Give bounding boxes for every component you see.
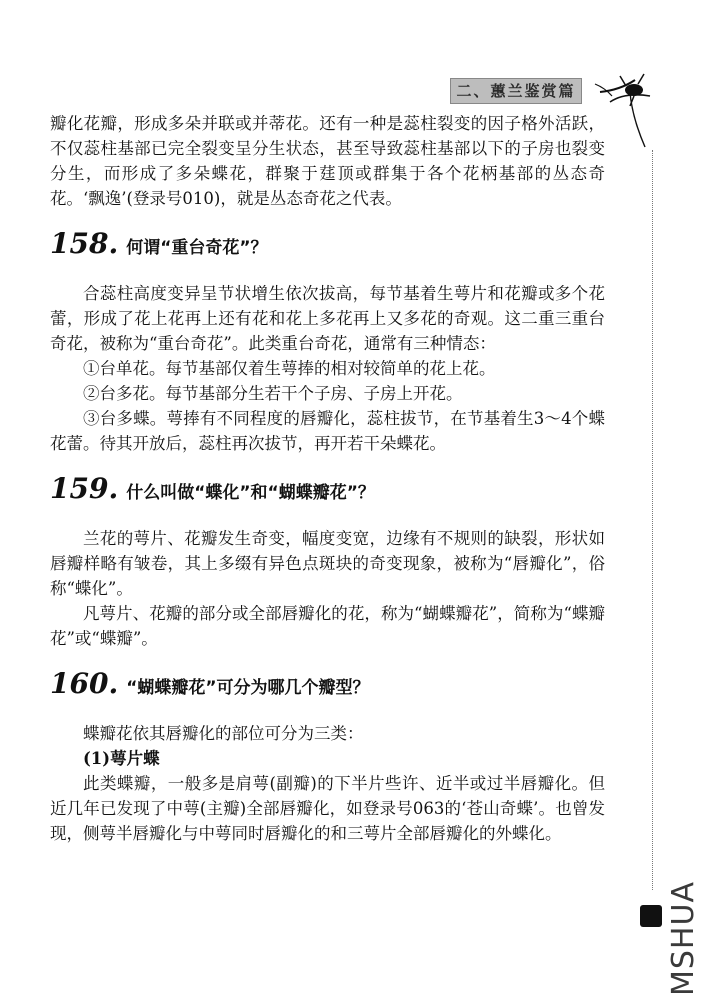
paragraph: 瓣化花瓣，形成多朵并联或并蒂花。还有一种是蕊柱裂变的因子格外活跃，不仅蕊柱基部已完全裂变呈分生状态，甚至导致蕊柱基部以下的子房也裂变分生，而形成了多朵蝶花，群聚于莛顶或群集于各个花柄基部的丛态奇花。‘飘逸’(登录号010)，就是丛态奇花之代表。	[50, 114, 605, 208]
paragraph: 兰花的萼片、花瓣发生奇变，幅度变宽，边缘有不规则的缺裂，形状如唇瓣样略有皱卷，其上多缀有异色点斑块的奇变现象，被称为“唇瓣化”，俗称“蝶化”。	[50, 529, 605, 598]
paragraph: ①台单花。每节基部仅着生萼捧的相对较简单的花上花。	[83, 359, 496, 378]
running-header: 二、蕙兰鉴赏篇	[450, 78, 582, 104]
question-title: “蝴蝶瓣花”可分为哪几个瓣型？	[126, 678, 370, 698]
question-heading-158	[50, 229, 605, 263]
paragraph: 合蕊柱高度变异呈节状增生依次拔高，每节基着生萼片和花瓣或多个花蕾，形成了花上花再上还有花和花上多花再上又多花的奇观。这二重三重台奇花，被称为“重台奇花”。此类重台奇花，通常有三种情态：	[50, 284, 605, 353]
paragraph: 此类蝶瓣，一般多是肩萼(副瓣)的下半片些许、近半或过半唇瓣化。但近几年已发现了中萼(主瓣)全部唇瓣化，如登录号063的‘苍山奇蝶’。也曾发现，侧萼半唇瓣化与中萼同时唇瓣化的和三萼片全部唇瓣化的外蝶化。	[50, 774, 605, 843]
watermark: MSHUA	[666, 881, 701, 997]
side-tab-marker	[640, 905, 662, 927]
question-number: 158.	[50, 227, 119, 260]
question-number: 160.	[50, 667, 119, 700]
paragraph: ③台多蝶。萼捧有不同程度的唇瓣化，蕊柱拔节，在节基着生3～4个蝶花蕾。待其开放后，蕊柱再次拔节，再开若干朵蝶花。	[50, 409, 605, 453]
paragraph: 蝶瓣花依其唇瓣化的部位可分为三类：	[83, 724, 364, 743]
subheading: (1)萼片蝶	[83, 749, 160, 768]
question-heading-160	[50, 669, 605, 703]
page-body	[50, 111, 605, 846]
question-number: 159.	[50, 472, 119, 505]
question-title: 什么叫做“蝶化”和“蝴蝶瓣花”？	[126, 483, 375, 503]
paragraph: ②台多花。每节基部分生若干个子房、子房上开花。	[83, 384, 463, 403]
question-heading-159	[50, 474, 605, 508]
paragraph: 凡萼片、花瓣的部分或全部唇瓣化的花，称为“蝴蝶瓣花”，简称为“蝶瓣花”或“蝶瓣”。	[50, 604, 605, 648]
question-title: 何谓“重台奇花”？	[126, 238, 268, 258]
margin-dotted-line	[652, 150, 653, 890]
